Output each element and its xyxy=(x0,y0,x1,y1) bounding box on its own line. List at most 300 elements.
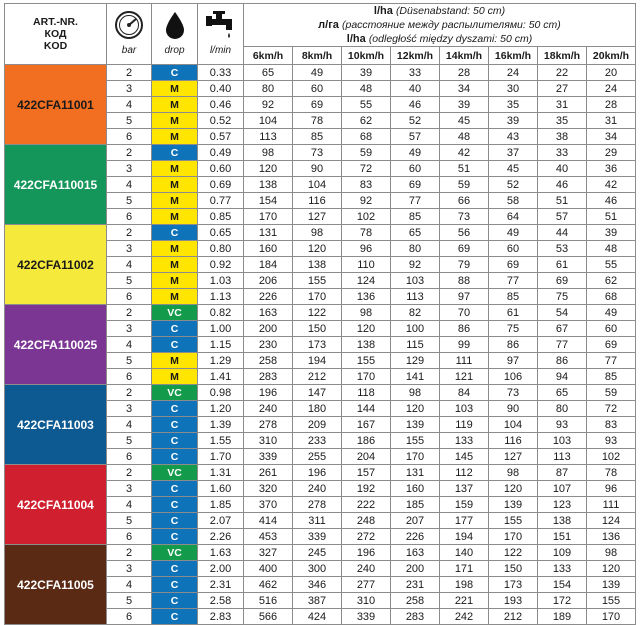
application-rate-cell: 180 xyxy=(293,401,342,417)
flow-rate-cell: 2.58 xyxy=(198,593,244,609)
flow-rate-cell: 2.26 xyxy=(198,529,244,545)
flow-rate-cell: 0.98 xyxy=(198,385,244,401)
application-rate-cell: 24 xyxy=(587,81,636,97)
application-rate-cell: 414 xyxy=(244,513,293,529)
application-rate-cell: 122 xyxy=(489,545,538,561)
flow-rate-cell: 1.85 xyxy=(198,497,244,513)
application-rate-cell: 30 xyxy=(489,81,538,97)
droplet-class-cell: C xyxy=(152,321,198,337)
application-rate-cell: 92 xyxy=(342,193,391,209)
table-row xyxy=(5,385,636,401)
application-rate-cell: 59 xyxy=(440,177,489,193)
lha-note: (Düsenabstand: 50 cm) xyxy=(395,5,506,17)
application-rate-cell: 222 xyxy=(342,497,391,513)
application-rate-cell: 96 xyxy=(587,481,636,497)
table-body xyxy=(5,65,636,625)
application-rate-cell: 387 xyxy=(293,593,342,609)
droplet-class-cell: C xyxy=(152,577,198,593)
lmin-label: l/min xyxy=(209,45,232,56)
application-rate-cell: 120 xyxy=(587,561,636,577)
flow-rate-cell: 0.82 xyxy=(198,305,244,321)
application-rate-cell: 138 xyxy=(342,337,391,353)
pressure-cell: 5 xyxy=(107,273,152,289)
application-rate-cell: 160 xyxy=(391,481,440,497)
pressure-cell: 6 xyxy=(107,209,152,225)
application-rate-cell: 103 xyxy=(538,433,587,449)
speed-header: 10km/h xyxy=(342,47,391,65)
application-rate-cell: 124 xyxy=(587,513,636,529)
application-rate-cell: 96 xyxy=(342,241,391,257)
application-rate-cell: 69 xyxy=(440,241,489,257)
application-rate-cell: 160 xyxy=(244,241,293,257)
application-rate-cell: 173 xyxy=(293,337,342,353)
application-rate-cell: 78 xyxy=(587,465,636,481)
application-rate-cell: 28 xyxy=(587,97,636,113)
bar-header xyxy=(107,4,152,65)
application-rate-cell: 339 xyxy=(293,529,342,545)
application-rate-cell: 147 xyxy=(293,385,342,401)
application-rate-cell: 127 xyxy=(293,209,342,225)
droplet-class-cell: M xyxy=(152,81,198,97)
application-rate-cell: 255 xyxy=(293,449,342,465)
application-rate-cell: 137 xyxy=(440,481,489,497)
bar-label: bar xyxy=(121,45,137,56)
pressure-cell: 4 xyxy=(107,257,152,273)
droplet-class-cell: M xyxy=(152,257,198,273)
application-rate-cell: 69 xyxy=(538,273,587,289)
application-rate-cell: 170 xyxy=(244,209,293,225)
application-rate-cell: 155 xyxy=(342,353,391,369)
application-rate-cell: 48 xyxy=(440,129,489,145)
flow-rate-cell: 1.55 xyxy=(198,433,244,449)
application-rate-cell: 86 xyxy=(440,321,489,337)
application-rate-cell: 233 xyxy=(293,433,342,449)
application-rate-cell: 196 xyxy=(293,465,342,481)
application-rate-cell: 115 xyxy=(391,337,440,353)
application-rate-cell: 157 xyxy=(342,465,391,481)
application-rate-cell: 196 xyxy=(342,545,391,561)
application-rate-cell: 283 xyxy=(244,369,293,385)
application-rate-cell: 320 xyxy=(244,481,293,497)
lha-unit: l/ha xyxy=(373,5,393,17)
droplet-class-cell: M xyxy=(152,97,198,113)
nozzle-code-cell xyxy=(5,465,107,545)
application-rate-cell: 120 xyxy=(342,321,391,337)
application-rate-cell: 51 xyxy=(587,209,636,225)
flow-rate-cell: 0.60 xyxy=(198,161,244,177)
droplet-class-cell: C xyxy=(152,65,198,81)
application-rate-cell: 98 xyxy=(244,145,293,161)
application-rate-cell: 111 xyxy=(587,497,636,513)
application-rate-cell: 212 xyxy=(489,609,538,625)
speed-header: 12km/h xyxy=(391,47,440,65)
application-rate-cell: 204 xyxy=(342,449,391,465)
art-number-header xyxy=(5,4,107,65)
application-rate-cell: 36 xyxy=(587,161,636,177)
lha-unit: л/га xyxy=(318,19,339,31)
pressure-cell: 6 xyxy=(107,369,152,385)
flow-rate-cell: 0.57 xyxy=(198,129,244,145)
application-rate-cell: 120 xyxy=(489,481,538,497)
application-rate-cell: 90 xyxy=(489,401,538,417)
application-rate-cell: 163 xyxy=(244,305,293,321)
pressure-cell: 2 xyxy=(107,305,152,321)
application-rate-cell: 113 xyxy=(538,449,587,465)
application-rate-cell: 189 xyxy=(538,609,587,625)
application-rate-cell: 173 xyxy=(489,577,538,593)
application-rate-cell: 97 xyxy=(489,353,538,369)
nozzle-code-cell xyxy=(5,65,107,145)
application-rate-cell: 167 xyxy=(342,417,391,433)
application-rate-cell: 159 xyxy=(440,497,489,513)
pressure-cell: 5 xyxy=(107,113,152,129)
application-rate-cell: 94 xyxy=(538,369,587,385)
application-rate-cell: 64 xyxy=(489,209,538,225)
droplet-class-cell: VC xyxy=(152,545,198,561)
application-rate-cell: 339 xyxy=(244,449,293,465)
application-rate-cell: 138 xyxy=(293,257,342,273)
application-rate-cell: 60 xyxy=(587,321,636,337)
pressure-cell: 2 xyxy=(107,145,152,161)
application-rate-cell: 48 xyxy=(342,81,391,97)
application-rate-cell: 65 xyxy=(244,65,293,81)
nozzle-code-cell xyxy=(5,225,107,305)
application-rate-cell: 61 xyxy=(489,305,538,321)
application-rate-cell: 113 xyxy=(391,289,440,305)
droplet-class-cell: C xyxy=(152,417,198,433)
application-rate-cell: 43 xyxy=(489,129,538,145)
flow-rate-cell: 1.29 xyxy=(198,353,244,369)
application-rate-cell: 139 xyxy=(489,497,538,513)
application-rate-cell: 104 xyxy=(489,417,538,433)
application-rate-cell: 185 xyxy=(391,497,440,513)
pressure-cell: 2 xyxy=(107,465,152,481)
flow-rate-cell: 0.80 xyxy=(198,241,244,257)
table-row xyxy=(5,145,636,161)
application-rate-cell: 200 xyxy=(391,561,440,577)
application-rate-cell: 62 xyxy=(342,113,391,129)
art-header-line: KOD xyxy=(43,40,68,52)
application-rate-cell: 85 xyxy=(489,289,538,305)
droplet-class-cell: C xyxy=(152,529,198,545)
application-rate-cell: 138 xyxy=(244,177,293,193)
application-rate-cell: 72 xyxy=(587,401,636,417)
application-rate-cell: 33 xyxy=(538,145,587,161)
application-rate-cell: 93 xyxy=(587,433,636,449)
application-rate-cell: 127 xyxy=(489,449,538,465)
application-rate-cell: 107 xyxy=(538,481,587,497)
speed-header: 18km/h xyxy=(538,47,587,65)
application-rate-cell: 103 xyxy=(391,273,440,289)
application-rate-cell: 170 xyxy=(342,369,391,385)
pressure-cell: 3 xyxy=(107,481,152,497)
application-rate-cell: 171 xyxy=(440,561,489,577)
application-rate-cell: 22 xyxy=(538,65,587,81)
application-rate-cell: 49 xyxy=(391,145,440,161)
flow-rate-cell: 0.52 xyxy=(198,113,244,129)
droplet-class-cell: C xyxy=(152,513,198,529)
application-rate-cell: 194 xyxy=(440,529,489,545)
table-row xyxy=(5,545,636,561)
application-rate-cell: 116 xyxy=(489,433,538,449)
pressure-cell: 3 xyxy=(107,321,152,337)
application-rate-cell: 69 xyxy=(293,97,342,113)
pressure-cell: 6 xyxy=(107,609,152,625)
lha-line xyxy=(244,32,635,46)
application-rate-cell: 141 xyxy=(391,369,440,385)
droplet-class-cell: VC xyxy=(152,305,198,321)
application-rate-cell: 75 xyxy=(538,289,587,305)
speed-header: 16km/h xyxy=(489,47,538,65)
application-rate-cell: 221 xyxy=(440,593,489,609)
application-rate-cell: 39 xyxy=(587,225,636,241)
flow-rate-cell: 2.31 xyxy=(198,577,244,593)
application-rate-cell: 48 xyxy=(587,241,636,257)
application-rate-cell: 77 xyxy=(391,193,440,209)
lha-line xyxy=(244,18,635,32)
lha-note: (odległość między dyszami: 50 cm) xyxy=(368,33,533,45)
droplet-class-cell: M xyxy=(152,209,198,225)
droplet-class-cell: M xyxy=(152,289,198,305)
droplet-class-cell: M xyxy=(152,113,198,129)
flow-rate-cell: 2.83 xyxy=(198,609,244,625)
flow-rate-cell: 0.46 xyxy=(198,97,244,113)
application-rate-cell: 38 xyxy=(538,129,587,145)
application-rate-cell: 226 xyxy=(391,529,440,545)
application-rate-cell: 123 xyxy=(538,497,587,513)
application-rate-cell: 209 xyxy=(293,417,342,433)
application-rate-cell: 310 xyxy=(342,593,391,609)
flow-rate-cell: 1.39 xyxy=(198,417,244,433)
application-rate-cell: 49 xyxy=(489,225,538,241)
flow-rate-cell: 1.31 xyxy=(198,465,244,481)
nozzle-code-cell xyxy=(5,545,107,625)
application-rate-cell: 35 xyxy=(489,97,538,113)
application-rate-cell: 116 xyxy=(293,193,342,209)
nozzle-table xyxy=(4,3,636,625)
pressure-cell: 3 xyxy=(107,401,152,417)
application-rate-cell: 55 xyxy=(587,257,636,273)
flow-rate-cell: 0.65 xyxy=(198,225,244,241)
droplet-class-cell: M xyxy=(152,241,198,257)
application-rate-cell: 170 xyxy=(489,529,538,545)
application-rate-cell: 39 xyxy=(489,113,538,129)
application-rate-cell: 155 xyxy=(391,433,440,449)
flow-rate-cell: 2.00 xyxy=(198,561,244,577)
application-rate-cell: 272 xyxy=(342,529,391,545)
pressure-cell: 6 xyxy=(107,289,152,305)
application-rate-cell: 136 xyxy=(587,529,636,545)
application-rate-cell: 212 xyxy=(293,369,342,385)
application-rate-cell: 170 xyxy=(293,289,342,305)
application-rate-cell: 40 xyxy=(538,161,587,177)
application-rate-cell: 98 xyxy=(342,305,391,321)
application-rate-cell: 163 xyxy=(391,545,440,561)
pressure-cell: 2 xyxy=(107,385,152,401)
application-rate-cell: 85 xyxy=(587,369,636,385)
application-rate-cell: 66 xyxy=(440,193,489,209)
table-row xyxy=(5,465,636,481)
pressure-cell: 6 xyxy=(107,529,152,545)
application-rate-cell: 83 xyxy=(587,417,636,433)
application-rate-cell: 186 xyxy=(342,433,391,449)
application-rate-cell: 20 xyxy=(587,65,636,81)
application-rate-cell: 83 xyxy=(342,177,391,193)
application-rate-cell: 300 xyxy=(293,561,342,577)
application-rate-cell: 278 xyxy=(244,417,293,433)
application-rate-cell: 119 xyxy=(440,417,489,433)
application-rate-cell: 79 xyxy=(440,257,489,273)
pressure-cell: 6 xyxy=(107,129,152,145)
application-rate-cell: 139 xyxy=(587,577,636,593)
application-rate-cell: 327 xyxy=(244,545,293,561)
pressure-cell: 5 xyxy=(107,593,152,609)
application-rate-cell: 29 xyxy=(587,145,636,161)
application-rate-cell: 566 xyxy=(244,609,293,625)
droplet-class-cell: C xyxy=(152,609,198,625)
application-rate-cell: 68 xyxy=(342,129,391,145)
application-rate-cell: 103 xyxy=(440,401,489,417)
droplet-class-cell: C xyxy=(152,433,198,449)
application-rate-cell: 78 xyxy=(342,225,391,241)
flow-rate-cell: 0.33 xyxy=(198,65,244,81)
application-rate-cell: 453 xyxy=(244,529,293,545)
application-rate-cell: 196 xyxy=(244,385,293,401)
application-rate-cell: 155 xyxy=(293,273,342,289)
droplet-class-cell: C xyxy=(152,561,198,577)
application-rate-cell: 98 xyxy=(587,545,636,561)
application-rate-cell: 57 xyxy=(538,209,587,225)
drop-icon xyxy=(163,10,187,40)
application-rate-cell: 88 xyxy=(440,273,489,289)
application-rate-cell: 230 xyxy=(244,337,293,353)
application-rate-cell: 84 xyxy=(440,385,489,401)
application-rate-cell: 240 xyxy=(244,401,293,417)
application-rate-cell: 73 xyxy=(293,145,342,161)
application-rate-cell: 56 xyxy=(440,225,489,241)
application-rate-cell: 120 xyxy=(293,241,342,257)
application-rate-cell: 99 xyxy=(440,337,489,353)
droplet-class-cell: C xyxy=(152,401,198,417)
nozzle-code: 422CFA11002 xyxy=(17,257,94,272)
application-rate-cell: 80 xyxy=(538,401,587,417)
flow-rate-cell: 1.70 xyxy=(198,449,244,465)
application-rate-cell: 34 xyxy=(440,81,489,97)
application-rate-cell: 154 xyxy=(538,577,587,593)
application-rate-cell: 67 xyxy=(538,321,587,337)
application-rate-cell: 102 xyxy=(587,449,636,465)
application-rate-cell: 155 xyxy=(587,593,636,609)
application-rate-cell: 248 xyxy=(342,513,391,529)
speed-header: 8km/h xyxy=(293,47,342,65)
table-row xyxy=(5,225,636,241)
droplet-class-cell: M xyxy=(152,129,198,145)
application-rate-cell: 72 xyxy=(342,161,391,177)
flow-rate-cell: 2.07 xyxy=(198,513,244,529)
application-rate-cell: 73 xyxy=(440,209,489,225)
flow-rate-cell: 0.40 xyxy=(198,81,244,97)
application-rate-cell: 150 xyxy=(489,561,538,577)
application-rate-cell: 106 xyxy=(489,369,538,385)
application-rate-cell: 113 xyxy=(244,129,293,145)
pressure-cell: 3 xyxy=(107,561,152,577)
drop-label: drop xyxy=(164,45,185,56)
application-rate-cell: 59 xyxy=(342,145,391,161)
application-rate-cell: 92 xyxy=(391,257,440,273)
application-rate-cell: 53 xyxy=(538,241,587,257)
application-rate-cell: 110 xyxy=(342,257,391,273)
flow-rate-cell: 0.92 xyxy=(198,257,244,273)
faucet-icon xyxy=(204,10,238,40)
application-rate-cell: 86 xyxy=(538,353,587,369)
table-row xyxy=(5,65,636,81)
application-rate-cell: 44 xyxy=(538,225,587,241)
application-rate-cell: 98 xyxy=(489,465,538,481)
application-rate-cell: 59 xyxy=(587,385,636,401)
speed-header: 6km/h xyxy=(244,47,293,65)
application-rate-cell: 170 xyxy=(391,449,440,465)
droplet-class-cell: C xyxy=(152,481,198,497)
application-rate-cell: 85 xyxy=(293,129,342,145)
droplet-class-cell: M xyxy=(152,273,198,289)
nozzle-code: 422CFA11003 xyxy=(17,417,94,432)
art-header-line: ART.-NR. xyxy=(33,16,78,28)
application-rate-cell: 70 xyxy=(440,305,489,321)
lha-header xyxy=(244,4,636,47)
pressure-cell: 2 xyxy=(107,545,152,561)
application-rate-cell: 346 xyxy=(293,577,342,593)
application-rate-cell: 145 xyxy=(440,449,489,465)
droplet-class-cell: M xyxy=(152,161,198,177)
application-rate-cell: 46 xyxy=(391,97,440,113)
nozzle-code: 422CFA110015 xyxy=(13,177,98,192)
application-rate-cell: 193 xyxy=(489,593,538,609)
droplet-class-cell: C xyxy=(152,449,198,465)
application-rate-cell: 151 xyxy=(538,529,587,545)
application-rate-cell: 49 xyxy=(587,305,636,321)
application-rate-cell: 112 xyxy=(440,465,489,481)
pressure-cell: 5 xyxy=(107,433,152,449)
application-rate-cell: 198 xyxy=(440,577,489,593)
nozzle-code: 422CFA110025 xyxy=(13,337,98,352)
nozzle-code-cell xyxy=(5,305,107,385)
nozzle-code-cell xyxy=(5,145,107,225)
application-rate-cell: 240 xyxy=(342,561,391,577)
application-rate-cell: 92 xyxy=(244,97,293,113)
application-rate-cell: 60 xyxy=(489,241,538,257)
pressure-cell: 2 xyxy=(107,225,152,241)
application-rate-cell: 226 xyxy=(244,289,293,305)
application-rate-cell: 65 xyxy=(538,385,587,401)
pressure-cell: 4 xyxy=(107,97,152,113)
application-rate-cell: 170 xyxy=(587,609,636,625)
application-rate-cell: 49 xyxy=(293,65,342,81)
pressure-cell: 3 xyxy=(107,81,152,97)
pressure-cell: 4 xyxy=(107,497,152,513)
application-rate-cell: 75 xyxy=(489,321,538,337)
flow-rate-cell: 0.85 xyxy=(198,209,244,225)
droplet-class-cell: C xyxy=(152,497,198,513)
application-rate-cell: 172 xyxy=(538,593,587,609)
application-rate-cell: 77 xyxy=(538,337,587,353)
application-rate-cell: 24 xyxy=(489,65,538,81)
nozzle-code: 422CFA11005 xyxy=(17,577,94,592)
application-rate-cell: 129 xyxy=(391,353,440,369)
application-rate-cell: 400 xyxy=(244,561,293,577)
flow-rate-cell: 1.03 xyxy=(198,273,244,289)
flow-rate-cell: 1.15 xyxy=(198,337,244,353)
application-rate-cell: 93 xyxy=(538,417,587,433)
